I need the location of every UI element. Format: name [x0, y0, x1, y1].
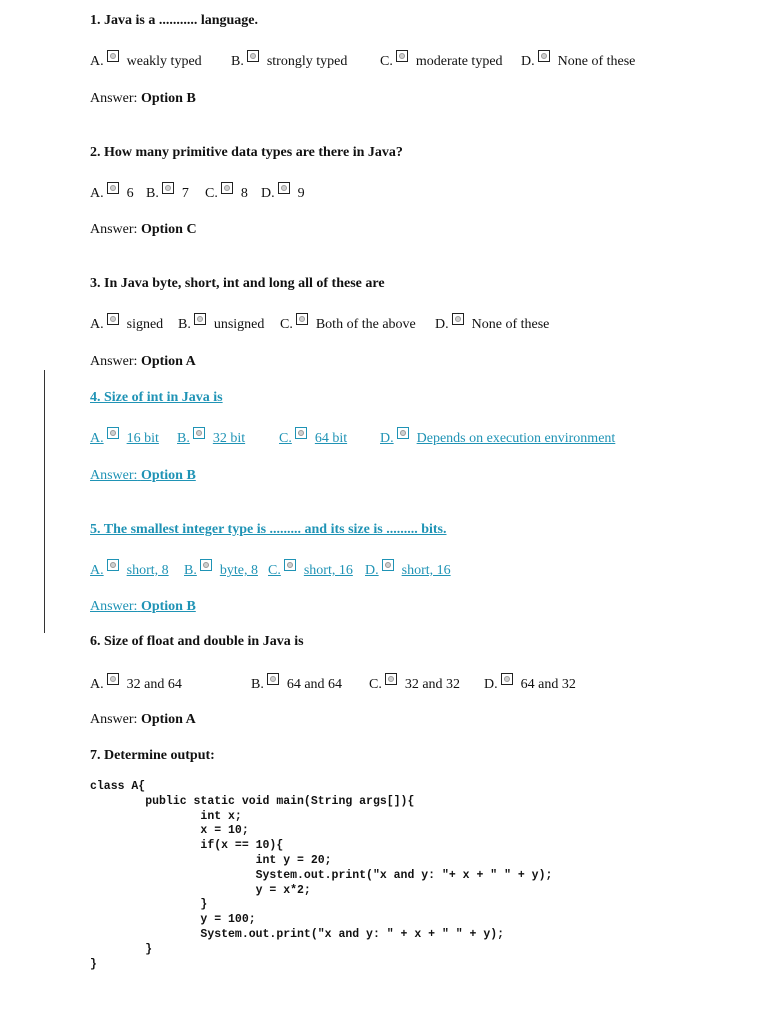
- radio-icon[interactable]: [107, 313, 119, 325]
- q5-option-b[interactable]: [184, 562, 258, 580]
- q2-option-c[interactable]: [205, 185, 248, 203]
- radio-icon[interactable]: [107, 559, 119, 571]
- option-text: short, 16: [303, 563, 353, 578]
- option-text: Depends on execution environment: [416, 431, 616, 446]
- radio-icon[interactable]: [538, 50, 550, 62]
- radio-icon[interactable]: [284, 559, 296, 571]
- question-5[interactable]: 5. The smallest integer type is ......... and its size is ......... bits.: [90, 522, 447, 537]
- answer-6: [90, 711, 196, 729]
- option-text: signed: [126, 317, 164, 332]
- q2-option-a[interactable]: [90, 185, 134, 203]
- answer-value: Option A: [140, 354, 196, 369]
- radio-icon[interactable]: [501, 673, 513, 685]
- option-text: short, 8: [126, 563, 169, 578]
- radio-icon[interactable]: [385, 673, 397, 685]
- q6-option-d[interactable]: [484, 676, 576, 694]
- q4-option-d[interactable]: [380, 430, 615, 448]
- answer-3: [90, 353, 196, 371]
- option-letter: B.: [177, 431, 190, 446]
- q1-option-b[interactable]: [231, 53, 347, 71]
- radio-icon[interactable]: [107, 50, 119, 62]
- answer-value: Option B: [140, 468, 196, 483]
- option-text: None of these: [557, 54, 636, 69]
- answer-1: [90, 90, 196, 108]
- question-2: 2. How many primitive data types are there in Java?: [90, 145, 403, 160]
- option-letter: D.: [484, 677, 498, 692]
- answer-label: Answer:: [90, 354, 138, 369]
- option-text: moderate typed: [415, 54, 503, 69]
- option-text: byte, 8: [219, 563, 258, 578]
- option-letter: B.: [178, 317, 191, 332]
- q3-option-c[interactable]: [280, 316, 416, 334]
- q6-option-a[interactable]: [90, 676, 182, 694]
- radio-icon[interactable]: [221, 182, 233, 194]
- q1-option-d[interactable]: [521, 53, 635, 71]
- q5-option-a[interactable]: [90, 562, 169, 580]
- radio-icon[interactable]: [295, 427, 307, 439]
- option-letter: A.: [90, 317, 104, 332]
- radio-icon[interactable]: [382, 559, 394, 571]
- q4-option-a[interactable]: [90, 430, 159, 448]
- q3-option-b[interactable]: [178, 316, 264, 334]
- radio-icon[interactable]: [247, 50, 259, 62]
- option-letter: B.: [251, 677, 264, 692]
- answer-value: Option C: [140, 222, 197, 237]
- option-letter: C.: [279, 431, 292, 446]
- code-block: class A{ public static void main(String args[]){ int x; x = 10; if(x == 10){ int y = 20; System.out.print("x and y: "+ x + " " + y); y = x*2; } y = 100; System.out.print("x and y: " + x + " " + y); } }: [90, 780, 553, 971]
- answer-label: Answer:: [90, 468, 138, 483]
- option-text: 64 and 64: [286, 677, 343, 692]
- q2-option-b[interactable]: [146, 185, 189, 203]
- option-letter: C.: [205, 186, 218, 201]
- q1-option-a[interactable]: [90, 53, 202, 71]
- option-text: unsigned: [213, 317, 265, 332]
- option-text: 32 bit: [212, 431, 246, 446]
- option-letter: D.: [435, 317, 449, 332]
- option-text: 64 bit: [314, 431, 348, 446]
- q4-option-c[interactable]: [279, 430, 347, 448]
- option-text: Both of the above: [315, 317, 416, 332]
- q4-option-b[interactable]: [177, 430, 245, 448]
- answer-label: Answer:: [90, 599, 138, 614]
- radio-icon[interactable]: [452, 313, 464, 325]
- radio-icon[interactable]: [194, 313, 206, 325]
- option-text: short, 16: [401, 563, 451, 578]
- question-3: 3. In Java byte, short, int and long all of these are: [90, 276, 385, 291]
- radio-icon[interactable]: [107, 427, 119, 439]
- question-4[interactable]: 4. Size of int in Java is: [90, 390, 223, 405]
- answer-5[interactable]: [90, 598, 196, 616]
- radio-icon[interactable]: [193, 427, 205, 439]
- option-letter: D.: [365, 563, 379, 578]
- radio-icon[interactable]: [267, 673, 279, 685]
- answer-2: [90, 221, 197, 239]
- option-text: 8: [240, 186, 248, 201]
- option-letter: D.: [261, 186, 275, 201]
- option-text: 6: [126, 186, 134, 201]
- option-letter: C.: [369, 677, 382, 692]
- option-letter: A.: [90, 677, 104, 692]
- radio-icon[interactable]: [162, 182, 174, 194]
- option-letter: B.: [184, 563, 197, 578]
- q3-option-d[interactable]: [435, 316, 549, 334]
- q3-option-a[interactable]: [90, 316, 163, 334]
- answer-4[interactable]: [90, 467, 196, 485]
- answer-label: Answer:: [90, 222, 138, 237]
- radio-icon[interactable]: [396, 50, 408, 62]
- revision-bar: [44, 370, 45, 633]
- answer-label: Answer:: [90, 91, 138, 106]
- radio-icon[interactable]: [107, 673, 119, 685]
- radio-icon[interactable]: [278, 182, 290, 194]
- option-letter: B.: [231, 54, 244, 69]
- option-text: None of these: [471, 317, 550, 332]
- option-letter: A.: [90, 431, 104, 446]
- option-letter: C.: [380, 54, 393, 69]
- option-letter: C.: [280, 317, 293, 332]
- option-text: strongly typed: [266, 54, 348, 69]
- answer-value: Option B: [140, 599, 196, 614]
- q5-option-d[interactable]: [365, 562, 451, 580]
- radio-icon[interactable]: [397, 427, 409, 439]
- radio-icon[interactable]: [296, 313, 308, 325]
- option-text: 64 and 32: [520, 677, 576, 692]
- option-letter: B.: [146, 186, 159, 201]
- option-letter: A.: [90, 563, 104, 578]
- option-letter: A.: [90, 54, 104, 69]
- option-text: 7: [181, 186, 189, 201]
- option-text: 32 and 64: [126, 677, 182, 692]
- option-text: 9: [297, 186, 305, 201]
- q6-option-c[interactable]: [369, 676, 460, 694]
- option-letter: A.: [90, 186, 104, 201]
- question-1: 1. Java is a ........... language.: [90, 13, 259, 28]
- answer-value: Option A: [140, 712, 196, 727]
- q2-option-d[interactable]: [261, 185, 305, 203]
- option-letter: D.: [380, 431, 394, 446]
- answer-label: Answer:: [90, 712, 138, 727]
- q6-option-b[interactable]: [251, 676, 342, 694]
- option-text: 32 and 32: [404, 677, 461, 692]
- option-text: weakly typed: [126, 54, 202, 69]
- answer-value: Option B: [140, 91, 196, 106]
- question-7: 7. Determine output:: [90, 748, 215, 763]
- q5-option-c[interactable]: [268, 562, 353, 580]
- radio-icon[interactable]: [107, 182, 119, 194]
- q1-option-c[interactable]: [380, 53, 503, 71]
- question-6: 6. Size of float and double in Java is: [90, 634, 304, 649]
- option-text: 16 bit: [126, 431, 159, 446]
- option-letter: D.: [521, 54, 535, 69]
- option-letter: C.: [268, 563, 281, 578]
- radio-icon[interactable]: [200, 559, 212, 571]
